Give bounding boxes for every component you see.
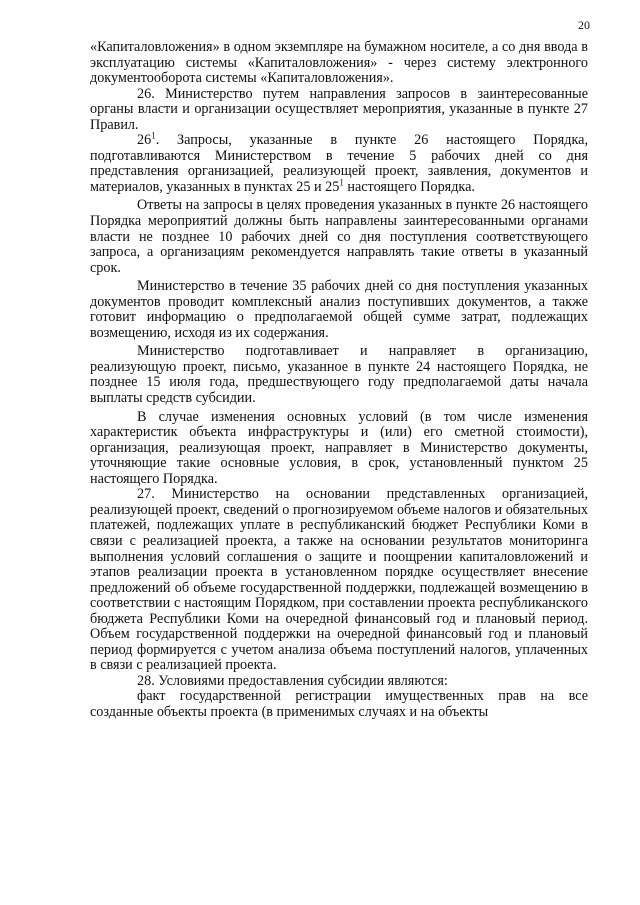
paragraph-26-1-superscript: 1 [151, 130, 156, 141]
paragraph-27: 27. Министерство на основании представленных организацией, реализующей проект, сведений о прогнозируемом объеме налогов и обязательных платежей, подлежащих уплате в республиканский бюджет Республики Коми в связи с реализацией проекта, а также на основании результатов мониторинга выполнения условий соглашения о защите и поощрении капиталовложений и этапов реализации проекта в установленном порядке осуществляет внесение предложений об объеме государственной поддержки, подлежащей возмещению в соответствии с настоящим Порядком, при составлении проекта республиканского бюджета Республики Коми на очередной финансовый год и плановый период. Объем государственной поддержки на очередной финансовый год и плановый период формируется с учетом анализа объема поступлений налогов, уплаченных в связи с реализацией проекта. [90, 486, 588, 674]
paragraph-responses: Ответы на запросы в целях проведения указанных в пункте 26 настоящего Порядка мероприятий должны быть направлены заинтересованными органами власти не позднее 10 рабочих дней со дня поступления соответствующего запроса, а организациям рекомендуется направлять такие ответы в указанный срок. [90, 197, 588, 276]
paragraph-26-1-text-end: настоящего Порядка. [343, 178, 475, 195]
paragraph-letter: Министерство подготавливает и направляет в организацию, реализующую проект, письмо, указанное в пункте 24 настоящего Порядка, не позднее 15 июля года, предшествующего году предполагаемой даты начала выплаты средств субсидии. [90, 343, 588, 407]
paragraph-registration: факт государственной регистрации имущественных прав на все созданные объекты проекта (в применимых случаях и на объекты [90, 688, 588, 720]
paragraph-26-1-number: 26 [137, 132, 152, 149]
page-number: 20 [578, 18, 590, 32]
paragraph-26-1-text: . Запросы, указанные в пункте 26 настоящего Порядка, подготавливаются Министерством в течение 5 рабочих дней со дня представления организацией, реализующей проект, заявления, документов и материалов, указанных в пунктах 25 и 25 [90, 132, 588, 195]
paragraph-26: 26. Министерство путем направления запросов в заинтересованные органы власти и организации осуществляет мероприятия, указанные в пункте 27 Правил. [90, 85, 588, 133]
paragraph-26-1-reference-superscript: 1 [339, 177, 344, 188]
paragraph-28: 28. Условиями предоставления субсидии являются: [137, 672, 448, 689]
paragraph-26-1 [90, 130, 588, 195]
paragraph-conditions-change: В случае изменения основных условий (в том числе изменения характеристик объекта инфраструктуры и (или) его сметной стоимости), организация, реализующая проект, направляет в Министерство документы, уточняющие такие основные условия, в срок, установленный пунктом 25 настоящего Порядка. [90, 408, 588, 487]
paragraph-continuation: «Капиталовложения» в одном экземпляре на бумажном носителе, а со дня ввода в эксплуатацию системы «Капиталовложения» - через систему электронного документооборота системы «Капиталовложения». [90, 39, 588, 87]
document-body [90, 40, 588, 721]
paragraph-analysis: Министерство в течение 35 рабочих дней со дня поступления указанных документов проводит комплексный анализ поступивших документов, а также готовит информацию о предполагаемой общей сумме затрат, подлежащих возмещению, исходя из их содержания. [90, 278, 588, 341]
